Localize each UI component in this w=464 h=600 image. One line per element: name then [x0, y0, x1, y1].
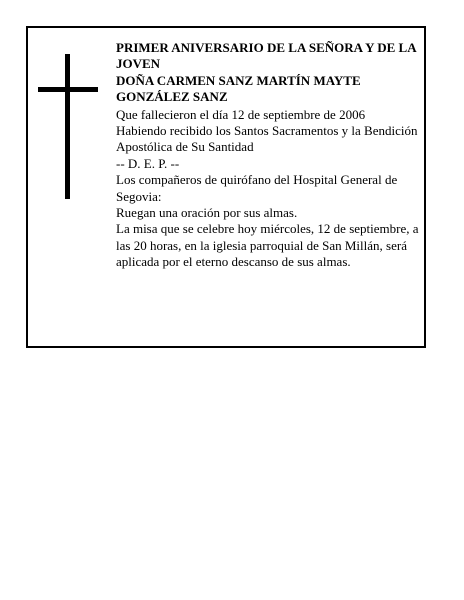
obituary-notice	[26, 26, 426, 348]
cross-vertical-bar	[65, 54, 70, 199]
prayer-request-text: Ruegan una oración por sus almas.	[116, 205, 298, 221]
cross-horizontal-bar	[38, 87, 98, 92]
colleagues-text: Los compañeros de quirófano del Hospital General de Segovia:	[116, 172, 398, 204]
notice-heading-line2: DOÑA CARMEN SANZ MARTÍN MAYTE GONZÁLEZ SANZ	[116, 72, 361, 105]
cross-icon	[38, 54, 98, 199]
notice-heading-line1: PRIMER ANIVERSARIO DE LA SEÑORA Y DE LA JOVEN	[116, 40, 416, 72]
rip-text: -- D. E. P. --	[116, 155, 180, 171]
mass-details-text: La misa que se celebre hoy miércoles, 12 de septiembre, a las 20 horas, en la iglesia parroquial de San Millán, será aplicada por el eterno descanso de sus almas.	[116, 221, 419, 270]
notice-text	[116, 40, 421, 271]
death-date-text: Que fallecieron el día 12 de septiembre de 2006	[116, 106, 366, 122]
sacraments-text: Habiendo recibido los Santos Sacramentos y la Bendición Apostólica de Su Santidad	[116, 123, 418, 155]
